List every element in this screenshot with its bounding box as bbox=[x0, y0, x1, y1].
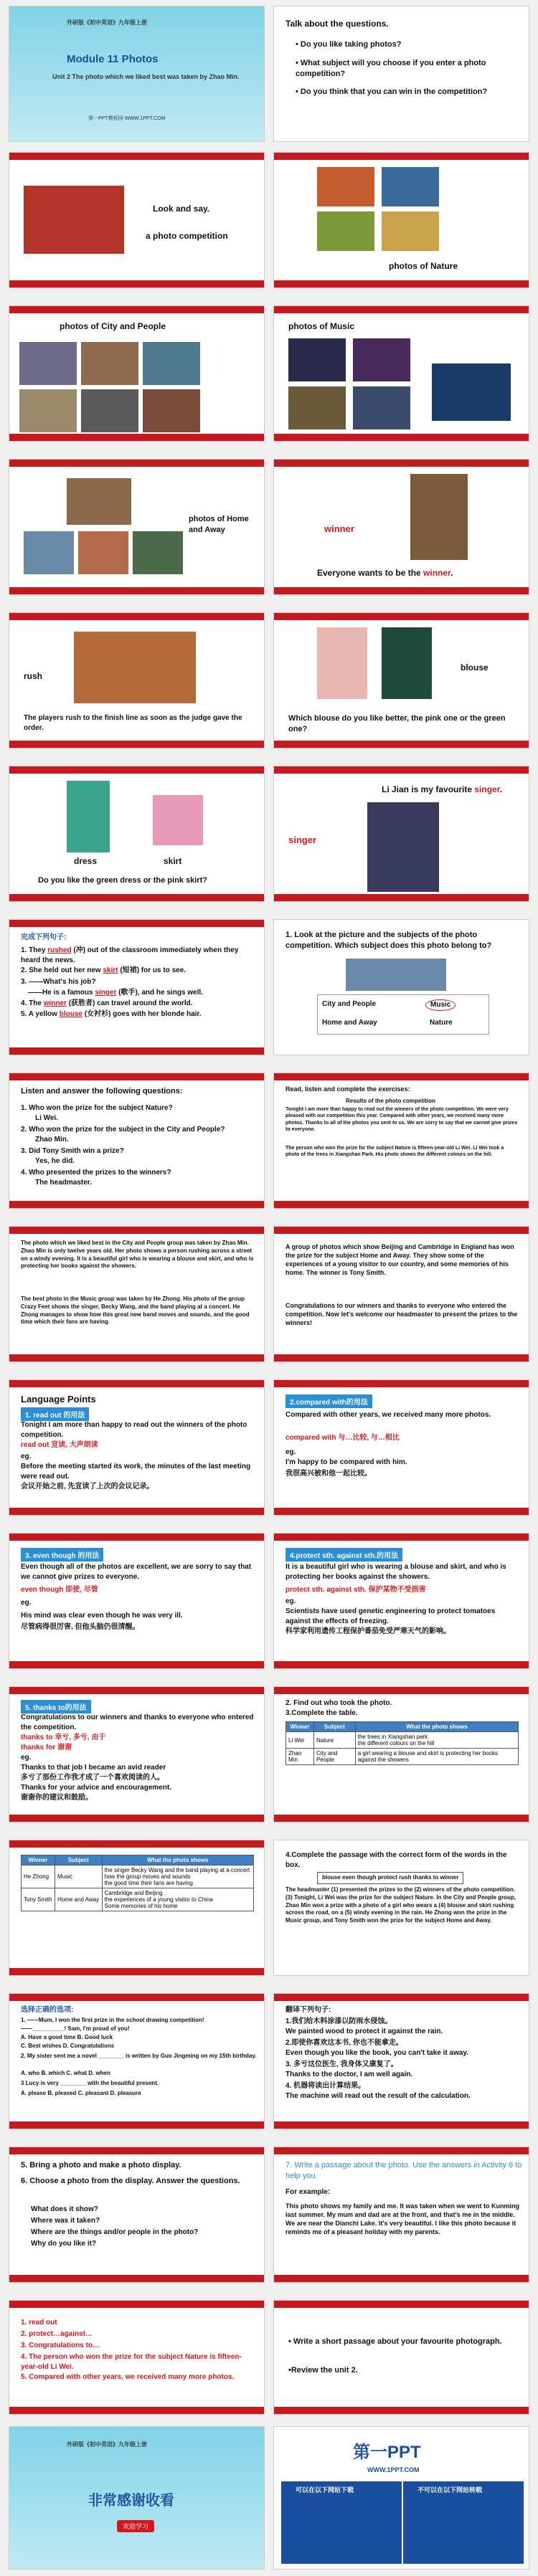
top-bar bbox=[274, 766, 529, 774]
look-and-say: Look and say. bbox=[153, 204, 210, 214]
cell: City and People bbox=[314, 1749, 356, 1765]
vocab-word: blouse bbox=[461, 662, 489, 672]
slide-passage-2 bbox=[9, 1226, 265, 1362]
homework-2: •Review the unit 2. bbox=[288, 2366, 358, 2375]
example: Compared with other years, we received many more photos. bbox=[285, 1411, 491, 1419]
slide-even-though bbox=[9, 1533, 265, 1669]
home-caption: photos of Home and Away bbox=[189, 515, 249, 534]
top-bar bbox=[9, 920, 264, 927]
heading: 翻译下列句子: bbox=[285, 2006, 331, 2014]
green-blouse-photo bbox=[382, 627, 432, 699]
series-label: 外研版《初中英语》九年级上册 bbox=[67, 2441, 147, 2448]
slide-read-listen bbox=[273, 1073, 529, 1209]
bottom-bar bbox=[9, 2275, 264, 2282]
slide-winner bbox=[273, 459, 529, 595]
heading: 4.Complete the passage with the correct form of the words in the box. bbox=[285, 1851, 507, 1869]
answer-4: The headmaster. bbox=[35, 1179, 92, 1187]
heading: Listen and answer the following questions: bbox=[21, 1087, 183, 1095]
passage: The headmaster (1) presented the prizes to the (2) winners of the photo competition. (3) Tonight, Li Wei was the prize for the subject Nature. In the City and People group, Zhao Min won a prize with a photo of a girl who wears a (4) blouse and skirt rushing across the road, on a (5) windy evening in the rain. He Zhong won the prize in the Music group, and Tony Smith won the prize for the subject Home and Away. bbox=[285, 1886, 516, 1924]
top-bar bbox=[9, 766, 264, 774]
top-bar bbox=[9, 153, 264, 160]
winner-sentence: Everyone wants to be the winner. bbox=[317, 568, 453, 578]
nature-photo-4 bbox=[382, 212, 439, 251]
slide-thanks-to bbox=[9, 1686, 265, 1822]
subject-grid bbox=[317, 994, 489, 1035]
rush-photo bbox=[74, 632, 196, 703]
top-bar bbox=[9, 2301, 264, 2308]
pink-blouse-photo bbox=[317, 627, 367, 699]
bottom-bar bbox=[9, 434, 264, 441]
top-bar bbox=[274, 1227, 529, 1234]
bottom-bar bbox=[274, 2121, 529, 2129]
music-photo-2 bbox=[353, 338, 410, 381]
city-photo-5 bbox=[81, 389, 138, 432]
question-3: • Do you think that you can win in the competition? bbox=[296, 87, 488, 96]
slide-homework bbox=[273, 2300, 529, 2415]
slide-complete-passage bbox=[273, 1840, 529, 1976]
top-bar bbox=[9, 306, 264, 313]
bottom-bar bbox=[9, 1354, 264, 1361]
table-row bbox=[22, 1866, 254, 1888]
rush-sentence: The players rush to the finish line as soon as the judge gave the order. bbox=[24, 714, 242, 732]
q1-options-2: C. Best wishes D. Congratulations bbox=[21, 2043, 115, 2049]
top-bar bbox=[9, 1840, 264, 1848]
series-label: 外研版《初中英语》九年级上册 bbox=[67, 19, 147, 26]
point-3: 3. Congratulations to… bbox=[21, 2342, 100, 2349]
sentence-1: 1. They rushed (冲) out of the classroom immediately when they heard the news. bbox=[21, 946, 239, 964]
bottom-bar bbox=[274, 434, 529, 441]
table-row bbox=[22, 1888, 254, 1911]
vocab-word: singer bbox=[288, 835, 317, 845]
s3-en: Thanks to the doctor, I am well again. bbox=[285, 2071, 413, 2078]
question-2: Where was it taken? bbox=[31, 2217, 100, 2225]
slide-choose bbox=[9, 1993, 265, 2129]
bottom-bar bbox=[274, 1815, 529, 1822]
s4-cn: 4. 机器将读出计算结果。 bbox=[285, 2082, 366, 2090]
passage-title: Results of the photo competition bbox=[346, 1098, 435, 1104]
q1: 1. ——Mum, I won the first prize in the school drawing competition! bbox=[21, 2017, 204, 2023]
city-photo-2 bbox=[81, 342, 138, 385]
ppt-url: WWW.1PPT.COM bbox=[367, 2466, 420, 2473]
word-box: blouse even though protect rush thanks to winner bbox=[317, 1872, 463, 1884]
bottom-bar bbox=[274, 741, 529, 748]
ppt-logo: 第一PPT bbox=[353, 2443, 421, 2462]
nature-photo-1 bbox=[317, 167, 374, 206]
city-photo-3 bbox=[143, 342, 200, 385]
s1-en: We painted wood to protect it against the rain. bbox=[285, 2028, 443, 2035]
top-bar bbox=[274, 153, 529, 160]
slide-write-passage bbox=[273, 2147, 529, 2283]
cell: Nature bbox=[314, 1732, 356, 1749]
slide-music bbox=[273, 305, 529, 442]
bottom-bar bbox=[274, 894, 529, 901]
point-box: 3. even though 的用法 bbox=[21, 1548, 103, 1562]
dress-photo bbox=[67, 781, 110, 852]
slide-rush bbox=[9, 612, 265, 748]
home-photo-4 bbox=[133, 531, 183, 574]
allowed-title: 可以在以下网站下载 bbox=[296, 2486, 354, 2494]
header-shows: What the photo shows bbox=[355, 1722, 518, 1732]
city-photo-4 bbox=[19, 389, 77, 432]
eg-1: Thanks to that job I became an avid reader bbox=[21, 1764, 166, 1772]
header-winner: Winner bbox=[286, 1722, 314, 1732]
competition-photo bbox=[24, 186, 124, 254]
q1-b: ——__________! Sam, I'm proud of you! bbox=[21, 2025, 130, 2032]
slide-compared-with bbox=[273, 1379, 529, 1516]
note: read out 宣读, 大声朗读 bbox=[21, 1441, 98, 1449]
bottom-bar bbox=[9, 1047, 264, 1055]
subject-photo bbox=[346, 959, 446, 991]
slide-listen bbox=[9, 1073, 265, 1209]
top-bar bbox=[9, 1534, 264, 1541]
music-caption: photos of Music bbox=[288, 321, 354, 331]
slide-subject bbox=[273, 919, 529, 1055]
table-header bbox=[22, 1855, 254, 1866]
heading: Read, listen and complete the exercises: bbox=[285, 1085, 410, 1093]
bottom-bar bbox=[274, 1661, 529, 1668]
slide-talk bbox=[273, 6, 529, 142]
top-bar bbox=[9, 1994, 264, 2001]
bottom-bar bbox=[9, 1815, 264, 1822]
q2-options: A. who B. which C. what D. when bbox=[21, 2070, 110, 2076]
eg-1: His mind was clear even though he was very ill. bbox=[21, 1612, 183, 1620]
module-title: Module 11 Photos bbox=[67, 53, 159, 65]
bottom-bar bbox=[274, 1508, 529, 1515]
answer-3: Yes, he did. bbox=[35, 1157, 75, 1165]
skirt-photo bbox=[153, 795, 203, 845]
question-3: Where are the things and/or people in the photo? bbox=[31, 2228, 199, 2236]
subject-nature: Nature bbox=[430, 1019, 453, 1027]
point-box: 2.compared with的用法 bbox=[285, 1394, 372, 1408]
eg-2: 会议开始之前, 先宣读了上次的会议记录。 bbox=[21, 1483, 154, 1491]
question-1: 1. Who won the prize for the subject Nature? bbox=[21, 1104, 173, 1112]
results-table bbox=[285, 1721, 519, 1765]
slide-dress bbox=[9, 766, 265, 902]
point-2: 2. protect…against… bbox=[21, 2330, 93, 2338]
passage-p2: Congratulations to our winners and thanks to everyone who entered the competition. Now let's welcome our headmaster to present the prizes to the winners! bbox=[285, 1302, 518, 1327]
table-header bbox=[286, 1722, 519, 1732]
eg-1: I'm happy to be compared with him. bbox=[285, 1458, 407, 1466]
note: even though 即使, 尽管 bbox=[21, 1586, 98, 1594]
bottom-bar bbox=[274, 587, 529, 594]
subject-city: City and People bbox=[322, 1000, 377, 1008]
nature-caption: photos of Nature bbox=[389, 261, 458, 271]
s4-en: The machine will read out the result of the calculation. bbox=[285, 2092, 471, 2100]
top-bar bbox=[274, 306, 529, 313]
thanks-text: 非常感谢收看 bbox=[88, 2493, 174, 2509]
music-photo-4 bbox=[353, 386, 410, 429]
bottom-bar bbox=[9, 2121, 264, 2129]
s3-cn: 3. 多亏这位医生, 我身体又康复了。 bbox=[285, 2061, 398, 2068]
eg-4: 谢谢你的建议和鼓励。 bbox=[21, 1794, 93, 1802]
s2-cn: 2.即使你喜欢这本书, 你也不能拿走。 bbox=[285, 2039, 403, 2047]
sentence-2: 2. She held out her new skirt (短裙) for us to see. bbox=[21, 966, 187, 974]
header-subject: Subject bbox=[314, 1722, 356, 1732]
results-table bbox=[21, 1855, 254, 1911]
example: Tonight I am more than happy to read out the winners of the photo competition. bbox=[21, 1421, 247, 1439]
heading: Talk about the questions. bbox=[285, 19, 389, 29]
music-photo-5 bbox=[432, 363, 511, 421]
vocab-word: winner bbox=[324, 523, 354, 534]
slide-translate bbox=[273, 1993, 529, 2129]
bottom-bar bbox=[274, 280, 529, 287]
slide-nature bbox=[273, 152, 529, 288]
heading: 选择正确的选项: bbox=[21, 2006, 74, 2014]
bottom-bar bbox=[9, 894, 264, 901]
blouse-sentence: Which blouse do you like better, the pink one or the green one? bbox=[288, 714, 506, 733]
top-bar bbox=[9, 1687, 264, 1694]
top-bar bbox=[274, 1534, 529, 1541]
example: Even though all of the photos are excellent, we are sorry to say that we cannot give prizes to everyone. bbox=[21, 1563, 252, 1581]
bottom-bar bbox=[9, 280, 264, 287]
home-photo-1 bbox=[67, 478, 131, 525]
slide-title bbox=[9, 6, 265, 142]
heading-1: 5. Bring a photo and make a photo display. bbox=[21, 2161, 181, 2169]
slide-home-away bbox=[9, 459, 265, 595]
bottom-bar bbox=[9, 1968, 264, 1975]
bottom-bar bbox=[9, 2407, 264, 2414]
point-4: 4. The person who won the prize for the subject Nature is fifteen-year-old Li Wei. bbox=[21, 2353, 242, 2371]
subject-home: Home and Away bbox=[322, 1019, 377, 1027]
city-photo-1 bbox=[19, 342, 77, 385]
eg-label: eg. bbox=[21, 1599, 32, 1607]
nature-photo-2 bbox=[382, 167, 439, 206]
bottom-bar bbox=[274, 2407, 529, 2414]
cell: Music bbox=[55, 1866, 102, 1888]
cell: the trees in Xiangshan park the different colours on the hill bbox=[355, 1732, 518, 1749]
cell: Li Wei bbox=[286, 1732, 314, 1749]
top-bar bbox=[274, 1687, 529, 1694]
cell: Tony Smith bbox=[22, 1888, 55, 1911]
eg-2: 我很高兴被和他一起比较。 bbox=[285, 1470, 372, 1478]
heading: 7. Write a passage about the photo. Use the answers in Activity 6 to help you. bbox=[285, 2161, 522, 2180]
s2-en: Even though you like the book, you can't take it away. bbox=[285, 2049, 469, 2057]
header-shows: What the photo shows bbox=[102, 1855, 253, 1866]
question-4: 4. Who presented the prizes to the winners? bbox=[21, 1169, 171, 1177]
slide-protect-against bbox=[273, 1533, 529, 1669]
bottom-bar bbox=[274, 1201, 529, 1208]
top-bar bbox=[274, 460, 529, 467]
top-bar bbox=[9, 1227, 264, 1234]
q3: 3 Lucy is very ________ with the beautiful present. bbox=[21, 2080, 159, 2086]
slide-summary bbox=[9, 2300, 265, 2415]
point-box: 5. thanks to的用法 bbox=[21, 1700, 91, 1714]
question-4: Why do you like it? bbox=[31, 2240, 97, 2248]
cell: Home and Away bbox=[55, 1888, 102, 1911]
eg-1: Scientists have used genetic engineering to protect tomatoes against the effects of freezing. bbox=[285, 1607, 496, 1625]
point-box: 4.protect sth. against sth.的用法 bbox=[285, 1548, 402, 1562]
slide-thanks bbox=[9, 2426, 265, 2570]
top-bar bbox=[274, 613, 529, 620]
word-dress: dress bbox=[74, 856, 98, 866]
top-bar bbox=[9, 460, 264, 467]
subject-music: Music bbox=[425, 999, 456, 1011]
sentence-3b: ——He is a famous singer (歌手), and he sings well. bbox=[28, 989, 203, 997]
sentence-4: 4. The winner (获胜者) can travel around the world. bbox=[21, 999, 193, 1007]
passage-p1: A group of photos which show Beijing and Cambridge in England has won the prize for the subject Home and Away. They show some of the experiences of a young visitor to our country, and some memories of his home. The winner is Tony Smith. bbox=[285, 1243, 514, 1277]
eg-2: 科学家利用遗传工程保护番茄免受严寒天气的影响。 bbox=[285, 1627, 450, 1635]
q1-options: A. Have a good time B. Good luck bbox=[21, 2034, 113, 2040]
allowed-sites-panel bbox=[281, 2481, 402, 2564]
slide-singer bbox=[273, 766, 529, 902]
answer-1: Li Wei. bbox=[35, 1114, 59, 1122]
nature-photo-3 bbox=[317, 212, 374, 251]
top-bar bbox=[274, 1994, 529, 2001]
bottom-bar bbox=[9, 1201, 264, 1208]
cell: Zhao Min bbox=[286, 1749, 314, 1765]
heading-2: 3.Complete the table. bbox=[285, 1709, 358, 1717]
vocab-word: rush bbox=[24, 671, 43, 681]
passage-p1: The photo which we liked best in the City and People group was taken by Zhao Min. Zhao Min is only twelve years old. Her photo shows a person rushing across a street on a windy evening. It is a beautiful girl who is wearing a blouse and skirt, and who is protecting her books against the showers. bbox=[21, 1240, 254, 1270]
question-2: 2. Who won the prize for the subject in the City and People? bbox=[21, 1126, 225, 1133]
note: protect sth. against sth. 保护某物不受损害 bbox=[285, 1586, 426, 1594]
slide-complete-sentences bbox=[9, 919, 265, 1055]
example-passage: This photo shows my family and me. It was taken when we went to Kunming last summer. My mum and dad are at the front, and that's me in the middle. We are near the Dianchi Lake. It's very beautiful. I like this photo because it reminds me of a pleasant holiday with my parents. bbox=[285, 2202, 520, 2236]
singer-photo bbox=[367, 802, 439, 892]
bottom-bar bbox=[9, 587, 264, 594]
disallowed-title: 不可以在以下网站转载 bbox=[417, 2486, 483, 2494]
heading: 完成下列句子: bbox=[21, 933, 67, 941]
heading: 1. Look at the picture and the subjects of the photo competition. Which subject does this photo belong to? bbox=[285, 931, 492, 950]
eg-3: Thanks for your advice and encouragement. bbox=[21, 1784, 172, 1792]
site-label: 第一PPT模板网-WWW.1PPT.COM bbox=[88, 116, 166, 121]
top-bar bbox=[9, 2147, 264, 2154]
top-bar bbox=[9, 613, 264, 620]
sentence-5: 5. A yellow blouse (女衬衫) goes with her blonde hair. bbox=[21, 1010, 202, 1018]
question-1: What does it show? bbox=[31, 2205, 98, 2213]
city-photo-6 bbox=[143, 389, 200, 432]
slide-passage-3 bbox=[273, 1226, 529, 1362]
cell: Cambridge and Beijing the experiences of a young visitor to China Some memories of his home bbox=[102, 1888, 253, 1911]
bottom-bar bbox=[274, 1354, 529, 1361]
homework-1: • Write a short passage about your favourite photograph. bbox=[288, 2337, 502, 2346]
eg-label: eg. bbox=[285, 1448, 296, 1456]
header-subject: Subject bbox=[55, 1855, 102, 1866]
bottom-bar bbox=[9, 741, 264, 748]
welcome-button[interactable]: 欢迎学习 bbox=[117, 2520, 154, 2532]
passage-p2: The person who won the prize for the subject Nature is fifteen-year-old Li Wei. Li Wei took a photo of the trees in Xiangshan Park. His photo shows the different colours on the hill. bbox=[285, 1146, 504, 1158]
slide-look-and-say bbox=[9, 152, 265, 288]
point-box: 1. read out 的用法 bbox=[21, 1407, 89, 1421]
example-label: For example: bbox=[285, 2188, 331, 2196]
point-1: 1. read out bbox=[21, 2319, 57, 2327]
heading-1: 2. Find out who took the photo. bbox=[285, 1699, 392, 1707]
top-bar bbox=[274, 2147, 529, 2154]
cell: the singer Becky Wang and the band playing at a concert how the group moves and sounds the good time their fans are having bbox=[102, 1866, 253, 1888]
top-bar bbox=[9, 1380, 264, 1387]
top-bar bbox=[9, 1073, 264, 1080]
bottom-bar bbox=[9, 1508, 264, 1515]
slide-city bbox=[9, 305, 265, 442]
answer-2: Zhao Min. bbox=[35, 1136, 69, 1144]
disallowed-sites-panel bbox=[403, 2481, 524, 2564]
top-bar bbox=[274, 1380, 529, 1387]
music-photo-3 bbox=[288, 386, 346, 429]
slide-table-1 bbox=[273, 1686, 529, 1822]
q2: 2. My sister sent me a novel ________ is written by Guo Jingming on my 15th birthday. bbox=[21, 2053, 257, 2059]
eg-label: eg. bbox=[21, 1453, 32, 1460]
slide-blouse bbox=[273, 612, 529, 748]
city-caption: photos of City and People bbox=[60, 321, 166, 331]
music-photo-1 bbox=[288, 338, 346, 381]
example: It is a beautiful girl who is wearing a blouse and skirt, and who is protecting her books against the showers. bbox=[285, 1563, 506, 1581]
eg-1: Before the meeting started its work, the minutes of the last meeting were read out. bbox=[21, 1463, 251, 1481]
point-5: 5. Compared with other years, we received many more photos. bbox=[21, 2373, 235, 2381]
home-photo-3 bbox=[78, 531, 128, 574]
heading-2: 6. Choose a photo from the display. Answer the questions. bbox=[21, 2177, 240, 2185]
passage-p1: Tonight I am more than happy to read out the winners of the photo competition. We were very pleased with our competition this year. Compared with other years, we received many more photos. Thanks to all of the photos you sent to us. We are sorry to say that we cannot give prizes to everyone. bbox=[285, 1107, 518, 1133]
slide-ppt-brand bbox=[273, 2426, 529, 2570]
q3-options: A. please B. pleased C. pleasant D. pleasure bbox=[21, 2090, 141, 2096]
table-row bbox=[286, 1749, 519, 1765]
home-photo-2 bbox=[24, 531, 74, 574]
passage-p2: The best photo in the Music group was taken by He Zhong. His photo of the group Crazy Feet shows the singer, Becky Wang, and the band playing at a concert. He Zhong manages to show how this great new band moves and sounds, and the good time which their fans are having. bbox=[21, 1296, 250, 1326]
bottom-bar bbox=[9, 1661, 264, 1668]
cell: He Zhong bbox=[22, 1866, 55, 1888]
eg-2: 尽管病得很厉害, 但他头脑仍很清醒。 bbox=[21, 1623, 140, 1631]
slide-table-2 bbox=[9, 1840, 265, 1976]
singer-sentence: Li Jian is my favourite singer. bbox=[382, 784, 503, 794]
slide-photo-display bbox=[9, 2147, 265, 2283]
heading: Language Points bbox=[21, 1394, 96, 1405]
eg-label: eg. bbox=[285, 1597, 296, 1605]
unit-title: Unit 2 The photo which we liked best was taken by Zhao Min. bbox=[52, 73, 240, 80]
word-skirt: skirt bbox=[164, 856, 182, 866]
dress-sentence: Do you like the green dress or the pink skirt? bbox=[38, 876, 207, 885]
top-bar bbox=[274, 1073, 529, 1080]
table-row bbox=[286, 1732, 519, 1749]
note-2: thanks for 谢谢 bbox=[21, 1744, 72, 1752]
eg-label: eg. bbox=[21, 1754, 32, 1762]
example: Congratulations to our winners and thanks to everyone who entered the competition. bbox=[21, 1714, 254, 1731]
question-3: 3. Did Tony Smith win a prize? bbox=[21, 1147, 124, 1155]
question-1: • Do you like taking photos? bbox=[296, 40, 402, 49]
competition-label: a photo competition bbox=[146, 231, 228, 241]
top-bar bbox=[274, 2301, 529, 2308]
sentence-3: 3. ——What's his job? bbox=[21, 978, 96, 986]
note-1: thanks to 幸亏, 多亏, 由于 bbox=[21, 1734, 106, 1741]
note: compared with 与…比较, 与…相比 bbox=[285, 1434, 400, 1442]
question-2: • What subject will you choose if you enter a photo competition? bbox=[296, 59, 486, 78]
s1-cn: 1.我们给木料涂漆以防雨水侵蚀。 bbox=[285, 2017, 392, 2025]
cell: a girl wearing a blouse and skirt is protecting her books against the showers bbox=[355, 1749, 518, 1765]
bottom-bar bbox=[274, 2275, 529, 2282]
header-winner: Winner bbox=[22, 1855, 55, 1866]
slide-read-out bbox=[9, 1379, 265, 1516]
winner-photo bbox=[410, 474, 468, 560]
eg-2: 多亏了那份工作我才成了一个喜欢阅读的人。 bbox=[21, 1774, 164, 1782]
